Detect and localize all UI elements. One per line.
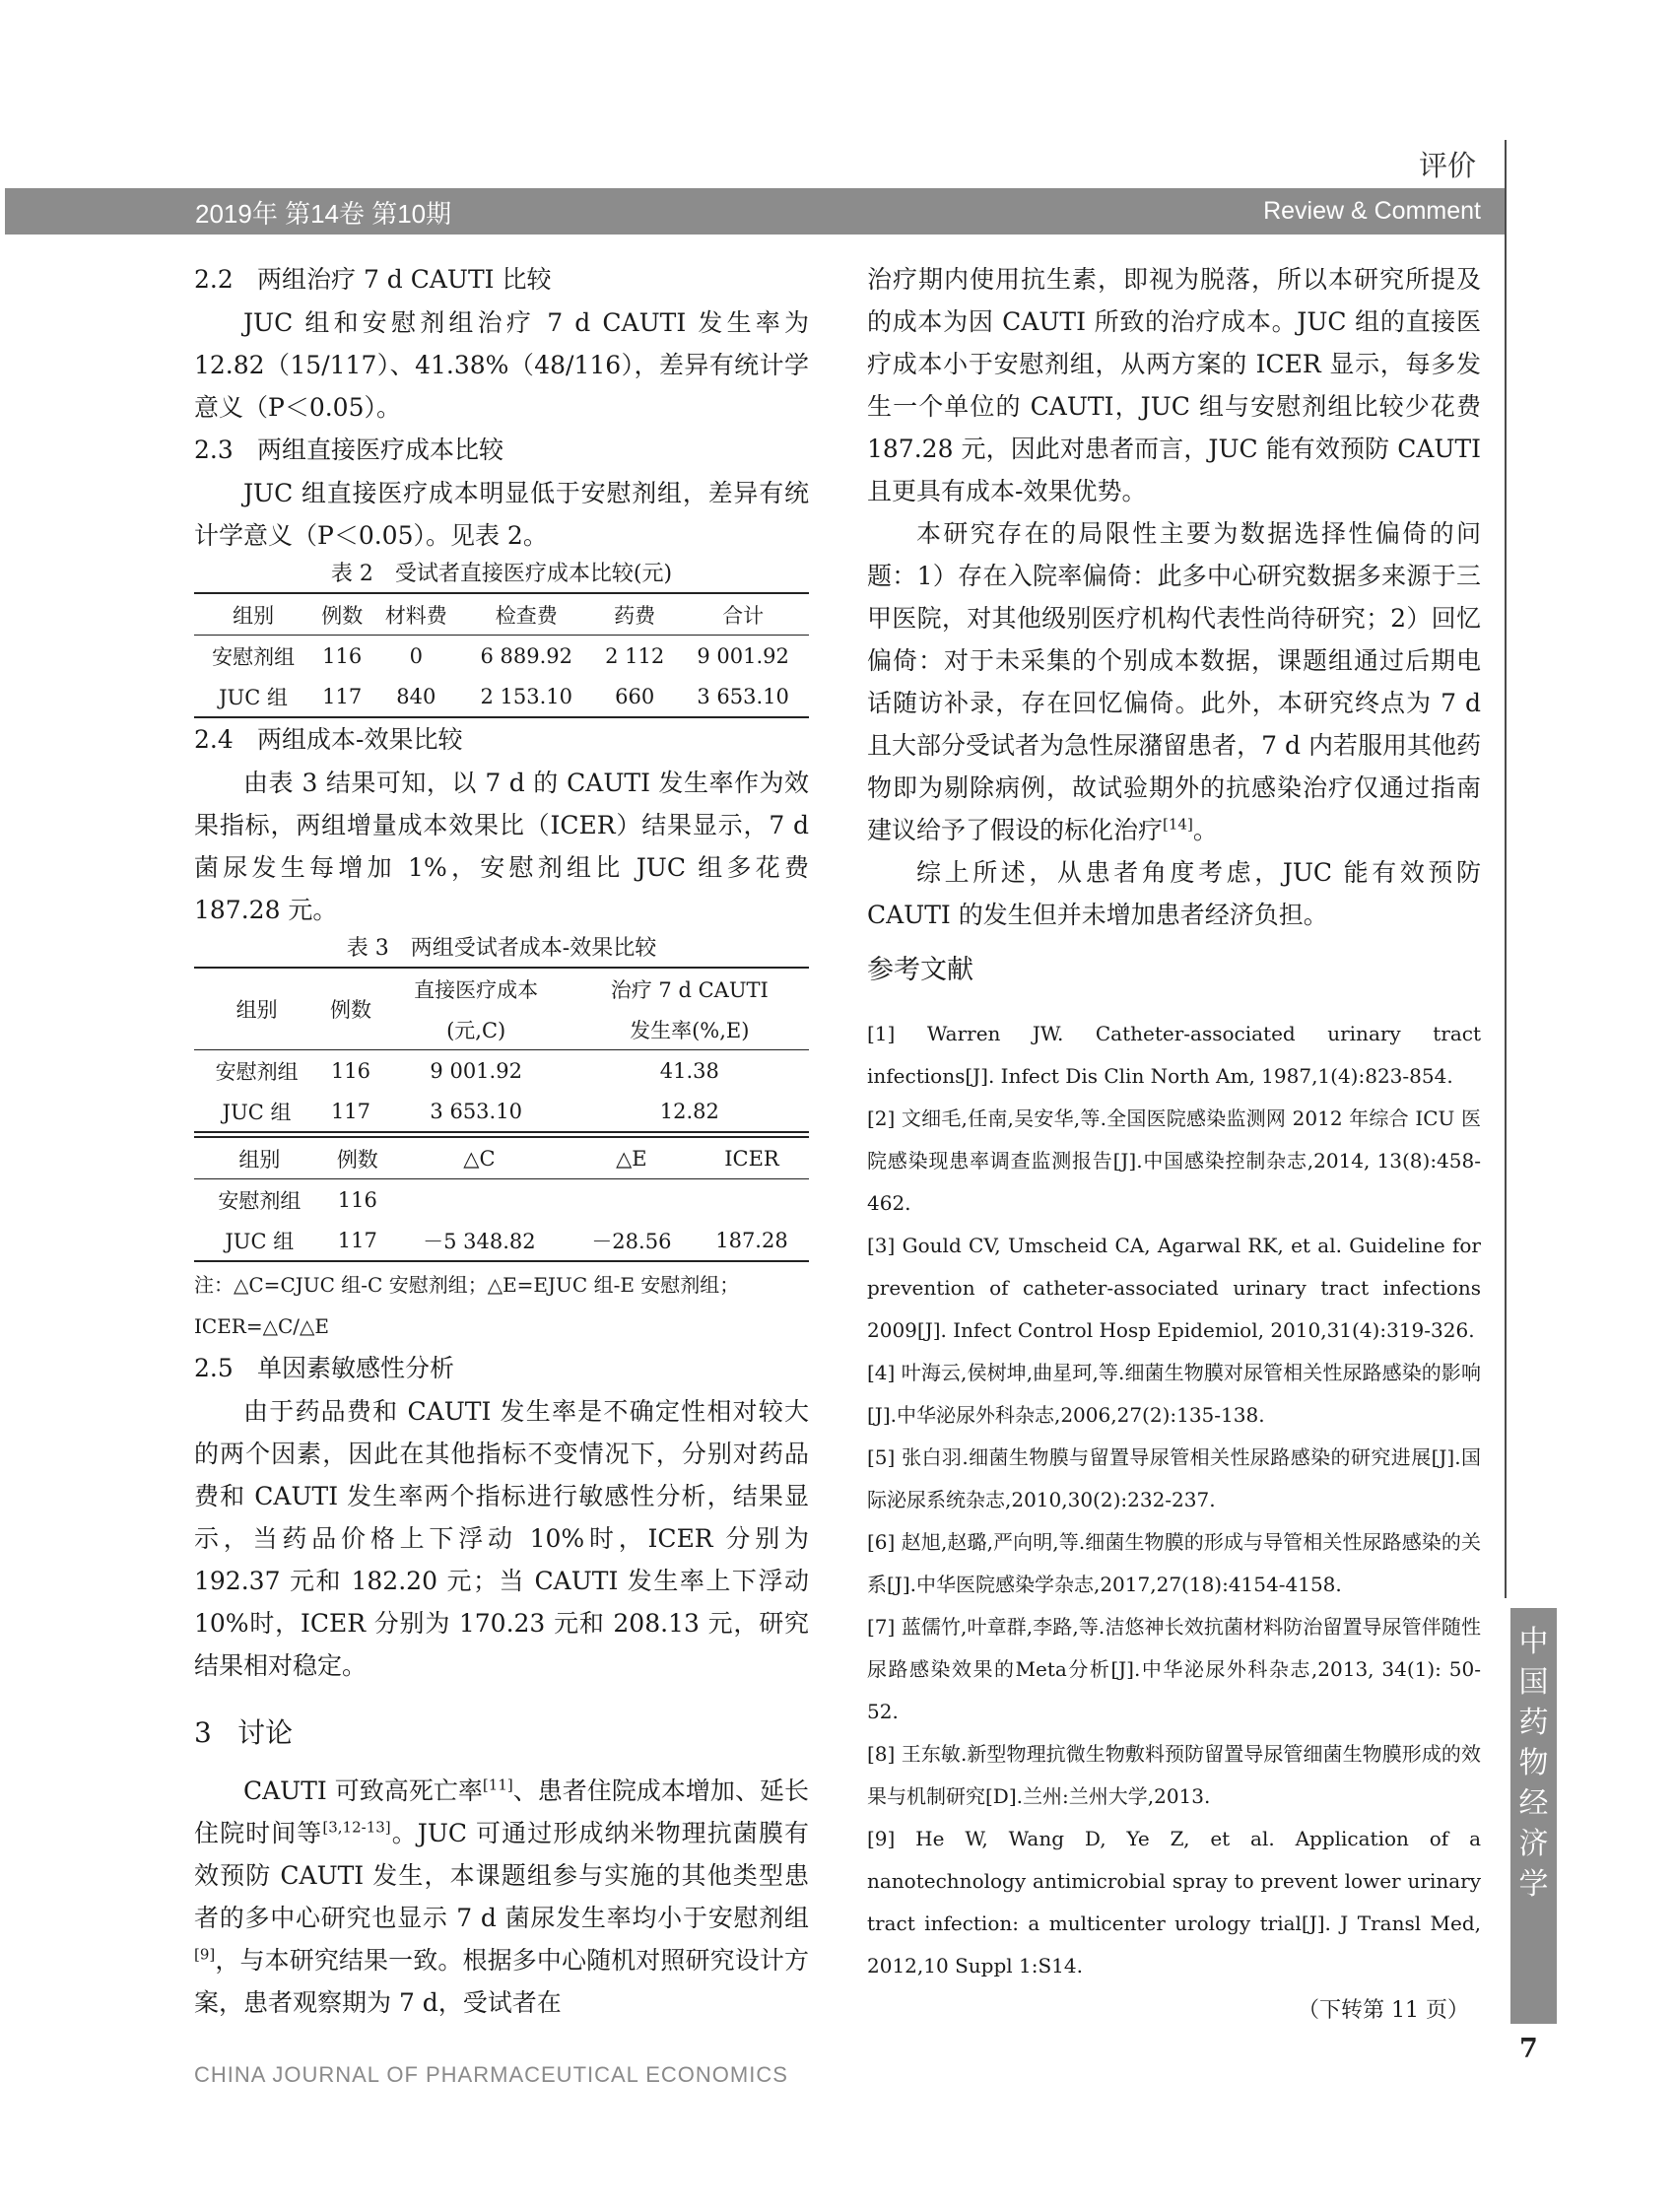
table-header-cell: 治疗 7 d CAUTI [570,968,809,1009]
reference-item: [3] Gould CV, Umscheid CA, Agarwal RK, et al. Guideline for prevention of catheter-associated urinary tract infections 2009[J]. Infect Control Hosp Epidemiol, 2010,31(4):319-326. [867,1234,1481,1342]
table-cell: 9 001.92 [430,1058,522,1083]
table-cell: 安慰剂组 [212,644,296,669]
citation: [3,12-13] [322,1818,391,1837]
side-tab-char: 经 [1518,1787,1549,1820]
citation: [14] [1163,815,1193,834]
right-column [867,258,1481,2031]
section-2-2-text: JUC 组和安慰剂组治疗 7 d CAUTI 发生率为 12.82（15/117）、41.38%（48/116），差异有统计学意义（P＜0.05）。 [194,308,809,422]
reference-item: [5] 张白羽.细菌生物膜与留置导尿管相关性尿路感染的研究进展[J].国际泌尿系统杂志,2010,30(2):232-237. [867,1445,1481,1511]
table-cell: JUC 组 [194,1091,319,1132]
table-row [194,1179,809,1221]
table-header-cell: △E [569,1137,695,1179]
table-3 [194,967,809,1133]
table-cell: 117 [319,1091,382,1132]
reference-list [867,1013,1481,1987]
reference-item: [7] 蓝儒竹,叶章群,李路,等.洁悠神长效抗菌材料防治留置导尿管伴随性尿路感染效果的Meta分析[J].中华泌尿外科杂志,2013, 34(1): 50-52. [867,1615,1481,1723]
section-2-2-heading: 2.2 两组治疗 7 d CAUTI 比较 [194,265,552,294]
table-header-cell: 检查费 [460,593,592,636]
table-cell: 116 [322,643,363,668]
table-cell: 6 889.92 [480,643,573,668]
table-2-caption: 表 2 受试者直接医疗成本比较(元) [330,562,673,586]
reference-item: [9] He W, Wang D, Ye Z, et al. Application of a nanotechnology antimicrobial spray to prevent lower urinary tract infection: a multicenter urology trial[J]. J Transl Med, 2012,10 Suppl 1:S14. [867,1827,1481,1977]
citation: [9] [194,1945,216,1964]
table-header-cell: △C [390,1137,569,1179]
table-header-cell: 发生率(%,E) [570,1009,809,1050]
section-3-heading: 3 讨论 [194,1716,294,1749]
table-cell: JUC 组 [194,1220,325,1261]
table-row [194,636,809,677]
table-cell: 116 [337,1187,377,1212]
table-cell: 0 [409,643,423,668]
table-cell: JUC 组 [194,676,312,717]
reference-item: [6] 赵旭,赵璐,严向明,等.细菌生物膜的形成与导管相关性尿路感染的关系[J].中华医院感染学杂志,2017,27(18):4154-4158. [867,1530,1481,1596]
table-row [194,1220,809,1261]
side-tab-char: 国 [1518,1666,1549,1699]
table-cell: 41.38 [659,1058,719,1083]
table-cell: 2 112 [605,643,665,668]
table-cell: 安慰剂组 [215,1059,299,1084]
left-column [194,258,809,2024]
section-2-5-heading: 2.5 单因素敏感性分析 [194,1354,455,1382]
page-number: 7 [1519,2034,1538,2064]
table-header-row [194,968,809,1009]
table-header-cell: 材料费 [371,593,460,636]
table-cell: 660 [592,676,677,717]
side-tab-char: 物 [1518,1747,1549,1779]
table-header-cell: ICER [695,1137,809,1179]
table-header-cell: 例数 [319,968,382,1050]
continued-note: （下转第 11 页） [1298,1998,1469,2023]
section-2-4-text: 由表 3 结果可知，以 7 d 的 CAUTI 发生率作为效果指标，两组增量成本效果比（ICER）结果显示，7 d 菌尿发生每增加 1%，安慰剂组比 JUC 组多花费 187.28 元。 [194,769,809,924]
header-rule [1505,140,1507,1598]
table-3-caption: 表 3 两组受试者成本-效果比较 [346,936,657,961]
side-tab-char: 药 [1518,1707,1549,1739]
reference-item: [1] Warren JW. Catheter-associated urinary tract infections[J]. Infect Dis Clin North Am, 1987,1(4):823-854. [867,1022,1481,1088]
citation: [11] [482,1776,513,1794]
table-cell: 840 [371,676,460,717]
table-cell: 117 [325,1220,390,1261]
table-header-cell: 组别 [194,968,319,1050]
table-cell [390,1179,569,1221]
table-header-cell: 组别 [194,1137,325,1179]
conclusion-paragraph: 综上所述，从患者角度考虑，JUC 能有效预防 CAUTI 的发生但并未增加患者经济负担。 [867,858,1481,929]
reference-item: [4] 叶海云,侯树坤,曲星珂,等.细菌生物膜对尿管相关性尿路感染的影响[J].中华泌尿外科杂志,2006,27(2):135-138. [867,1361,1481,1427]
side-tab-char: 中 [1518,1626,1549,1658]
table-cell: －5 348.82 [390,1220,569,1261]
table-header-cell: 合计 [677,593,809,636]
table-cell: 9 001.92 [697,643,789,668]
table-header-row [194,1137,809,1179]
table-cell [569,1179,695,1221]
reference-item: [2] 文细毛,任南,吴安华,等.全国医院感染监测网 2012 年综合 ICU 医院感染现患率调查监测报告[J].中国感染控制杂志,2014, 13(8):458-462. [867,1106,1481,1215]
journal-side-tab [1510,1608,1557,2024]
table-header-cell: 直接医疗成本 [382,968,570,1009]
section-tag: 评价 [1419,149,1477,182]
discussion-paragraph: CAUTI 可致高死亡率[11]、患者住院成本增加、延长住院时间等[3,12-13]。JUC 可通过形成纳米物理抗菌膜有效预防 CAUTI 发生，本课题组参与实施的其他类型患者的多中心研究也显示 7 d 菌尿发生率均小于安慰剂组[9]，与本研究结果一致。根据多中心随机对照研究设计方案，患者观察期为 7 d，受试者在 [194,1776,809,2017]
section-2-3-heading: 2.3 两组直接医疗成本比较 [194,436,504,464]
side-tab-char: 济 [1518,1828,1549,1860]
table-header-cell: (元,C) [382,1009,570,1050]
issue-info: 2019年 第14卷 第10期 [195,199,452,229]
table-cell: 2 153.10 [460,676,592,717]
table-cell: 116 [330,1058,371,1083]
table-header-cell: 例数 [325,1137,390,1179]
table-row [194,676,809,717]
table-cell: 3 653.10 [382,1091,570,1132]
table-header-cell: 例数 [312,593,371,636]
table-2 [194,592,809,718]
table-3-icer [194,1136,809,1262]
table-header-row [194,593,809,636]
limitations-paragraph: 本研究存在的局限性主要为数据选择性偏倚的问题：1）存在入院率偏倚：此多中心研究数据多来源于三甲医院，对其他级别医疗机构代表性尚待研究；2）回忆偏倚：对于未采集的个别成本数据，课题组通过后期电话随访补录，存在回忆偏倚。此外，本研究终点为 7 d 且大部分受试者为急性尿潴留患者，7 d 内若服用其他药物即为剔除病例，故试验期外的抗感染治疗仅通过指南建议给予了假设的标化治疗[14]。 [867,519,1481,844]
table-cell: 安慰剂组 [218,1188,302,1213]
journal-footer: CHINA JOURNAL OF PHARMACEUTICAL ECONOMICS [194,2062,788,2087]
table-cell: 187.28 [695,1220,809,1261]
section-2-3-text: JUC 组直接医疗成本明显低于安慰剂组，差异有统计学意义（P＜0.05）。见表 2。 [194,479,809,550]
table-3-note: 注：△C=CJUC 组-C 安慰剂组；△E=EJUC 组-E 安慰剂组；ICER=△C/△E [194,1273,740,1338]
table-cell: 117 [312,676,371,717]
table-header-cell: 药费 [592,593,677,636]
table-row [194,1091,809,1132]
table-cell: 3 653.10 [677,676,809,717]
table-row [194,1050,809,1092]
table-cell: 12.82 [570,1091,809,1132]
table-cell: －28.56 [569,1220,695,1261]
side-tab-char: 学 [1518,1868,1549,1901]
reference-item: [8] 王东敏.新型物理抗微生物敷料预防留置导尿管细菌生物膜形成的效果与机制研究[D].兰州:兰州大学,2013. [867,1742,1481,1808]
section-english: Review & Comment [1263,197,1481,225]
references-heading: 参考文献 [867,955,973,985]
table-header-cell: 组别 [194,593,312,636]
discussion-continued: 治疗期内使用抗生素，即视为脱落，所以本研究所提及的成本为因 CAUTI 所致的治疗成本。JUC 组的直接医疗成本小于安慰剂组，从两方案的 ICER 显示，每多发生一个单位的 CAUTI，JUC 组与安慰剂组比较少花费 187.28 元，因此对患者而言，JUC 能有效预防 CAUTI 且更具有成本-效果优势。 [867,265,1481,505]
table-cell [695,1179,809,1221]
section-2-5-text: 由于药品费和 CAUTI 发生率是不确定性相对较大的两个因素，因此在其他指标不变情况下，分别对药品费和 CAUTI 发生率两个指标进行敏感性分析，结果显示，当药品价格上下浮动 10%时，ICER 分别为 192.37 元和 182.20 元；当 CAUTI 发生率上下浮动 10%时，ICER 分别为 170.23 元和 208.13 元，研究结果相对稳定。 [194,1397,809,1680]
section-2-4-heading: 2.4 两组成本-效果比较 [194,725,463,754]
